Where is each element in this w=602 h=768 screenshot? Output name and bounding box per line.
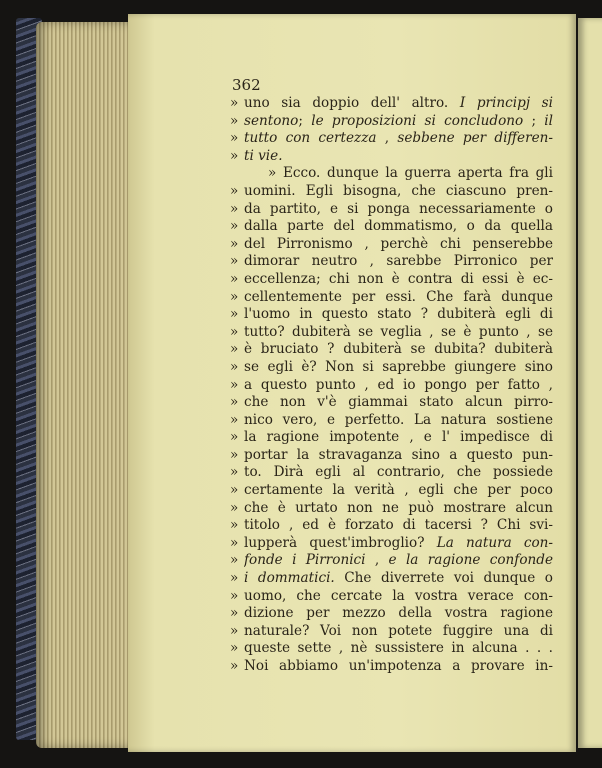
line-text <box>244 412 553 430</box>
italic-text: e la ragione confonde <box>388 552 553 569</box>
text-segment: lupperà quest'imbroglio? <box>244 534 437 551</box>
text-line <box>230 447 553 465</box>
quote-mark: » <box>230 200 239 217</box>
line-text <box>244 500 553 518</box>
line-text <box>244 640 553 658</box>
quote-mark: » <box>230 482 239 499</box>
line-text <box>244 517 553 535</box>
text-line <box>230 464 553 482</box>
line-text <box>244 482 553 500</box>
quote-mark: » <box>230 95 239 111</box>
text-segment: portar la stravaganza sino a questo pun- <box>244 446 553 463</box>
quote-mark: » <box>230 534 239 551</box>
quote-mark: » <box>230 640 239 657</box>
text-line <box>230 183 553 201</box>
text-line <box>230 148 553 166</box>
line-text <box>244 165 553 183</box>
italic-text: sebbene per differen- <box>397 130 553 147</box>
line-text <box>244 95 553 113</box>
text-line <box>230 95 553 113</box>
text-segment: uomini. Egli bisogna, che ciascuno pren- <box>244 182 553 199</box>
quote-mark <box>230 165 244 183</box>
text-segment: è bruciato ? dubiterà se dubita? dubiterà <box>244 341 553 358</box>
line-text <box>244 588 553 606</box>
line-text <box>244 605 553 623</box>
text-line <box>230 253 553 271</box>
italic-text: sentono <box>244 112 299 129</box>
text-segment: cellentemente per essi. Che farà dunque <box>244 288 553 305</box>
quote-mark: » <box>230 464 239 481</box>
text-line <box>230 517 553 535</box>
quote-mark: » <box>230 235 239 252</box>
quote-mark: » <box>230 323 239 340</box>
quote-mark: » <box>230 218 239 235</box>
text-segment: titolo , ed è forzato di tacersi ? Chi svi- <box>244 517 553 534</box>
quote-mark: » <box>230 587 239 604</box>
text-segment: l'uomo in questo stato ? dubiterà egli di <box>244 306 553 323</box>
line-text <box>244 377 553 395</box>
text-line <box>230 482 553 500</box>
text-line <box>230 570 553 588</box>
text-segment: nico vero, e perfetto. La natura sostiene <box>244 411 553 428</box>
text-line <box>230 289 553 307</box>
line-text <box>244 113 553 131</box>
text-line <box>230 658 553 676</box>
text-line <box>230 605 553 623</box>
line-text <box>244 535 553 553</box>
text-line <box>230 412 553 430</box>
text-segment: del Pirronismo , perchè chi penserebbe <box>244 235 553 252</box>
quote-mark: » <box>230 147 239 164</box>
text-line <box>230 552 553 570</box>
page-number: 362 <box>232 76 261 94</box>
line-text <box>244 148 553 166</box>
line-text <box>244 464 553 482</box>
text-segment: ; <box>298 112 312 129</box>
text-line <box>230 165 553 183</box>
line-text <box>244 306 553 324</box>
line-text <box>244 324 553 342</box>
text-segment: a questo punto , ed io pongo per fatto , <box>244 376 553 393</box>
text-line <box>230 377 553 395</box>
facing-page <box>578 18 602 748</box>
line-text <box>244 130 553 148</box>
line-text <box>244 201 553 219</box>
quote-mark: » <box>230 499 239 516</box>
text-line <box>230 271 553 289</box>
line-text <box>244 359 553 377</box>
text-line <box>230 130 553 148</box>
quote-mark: » <box>230 394 239 411</box>
line-text <box>244 447 553 465</box>
line-text <box>244 218 553 236</box>
text-segment: uomo, che cercate la vostra verace con- <box>244 587 553 604</box>
text-segment: che è urtato non ne può mostrare alcun <box>244 499 553 516</box>
text-line <box>230 236 553 254</box>
text-segment: uno sia doppio dell' altro. <box>244 95 460 111</box>
text-line <box>230 623 553 641</box>
text-line <box>230 324 553 342</box>
text-segment: certamente la verità , egli che per poco <box>244 482 553 499</box>
body-text <box>230 95 553 676</box>
quote-mark: » <box>230 552 239 569</box>
italic-text: tutto con certezza <box>244 130 377 147</box>
italic-text: le proposizioni si concludono <box>311 112 524 129</box>
text-segment: dimorar neutro , sarebbe Pirronico per <box>244 253 553 270</box>
quote-mark: » <box>230 517 239 534</box>
line-text <box>244 289 553 307</box>
text-line <box>230 588 553 606</box>
text-line <box>230 201 553 219</box>
text-segment: queste sette , nè sussistere in alcuna . . . <box>244 640 553 657</box>
line-text <box>244 658 553 676</box>
line-text <box>244 253 553 271</box>
text-segment: ; <box>523 112 545 129</box>
quote-mark: » <box>230 358 239 375</box>
text-line <box>230 306 553 324</box>
quote-mark: » <box>230 253 239 270</box>
quote-mark: » <box>230 182 239 199</box>
text-line <box>230 429 553 447</box>
text-segment: eccellenza; chi non è contra di essi è ec- <box>244 270 553 287</box>
page-fore-edge <box>36 22 130 748</box>
text-segment: Noi abbiamo un'impotenza a provare in- <box>244 658 553 674</box>
italic-text: il <box>544 112 553 129</box>
quote-mark: » <box>230 446 239 463</box>
text-segment: da partito, e si ponga necessariamente o <box>244 200 553 217</box>
quote-mark: » <box>230 605 239 622</box>
line-text <box>244 271 553 289</box>
italic-text: I principj si <box>459 95 553 111</box>
line-text <box>244 623 553 641</box>
text-line <box>230 394 553 412</box>
quote-mark: » <box>230 112 239 129</box>
italic-text: ti vie. <box>244 147 283 164</box>
line-text <box>244 236 553 254</box>
quote-mark: » <box>230 341 239 358</box>
text-segment: la ragione impotente , e l' impedisce di <box>244 429 553 446</box>
line-text <box>244 183 553 201</box>
quote-mark: » <box>230 306 239 323</box>
text-line <box>230 359 553 377</box>
italic-text: fonde i Pirronici <box>244 552 366 569</box>
text-line <box>230 218 553 236</box>
line-text <box>244 341 553 359</box>
text-segment: se egli è? Non si saprebbe giungere sino <box>244 358 553 375</box>
text-segment: naturale? Voi non potete fuggire una di <box>244 622 553 639</box>
quote-mark: » <box>230 658 239 674</box>
italic-text: La natura con- <box>436 534 553 551</box>
line-text <box>244 394 553 412</box>
quote-mark: » <box>230 411 239 428</box>
quote-mark: » <box>230 130 239 147</box>
line-text <box>244 429 553 447</box>
line-text <box>244 552 553 570</box>
text-segment: dalla parte del dommatismo, o da quella <box>244 218 553 235</box>
quote-mark: » <box>230 270 239 287</box>
text-line <box>230 535 553 553</box>
line-text <box>244 570 553 588</box>
quote-mark: » <box>230 288 239 305</box>
text-line <box>230 113 553 131</box>
text-segment: , <box>365 552 389 569</box>
text-segment: to. Dirà egli al contrario, che possiede <box>244 464 553 481</box>
text-segment: tutto? dubiterà se veglia , se è punto , se <box>244 323 553 340</box>
text-segment: , <box>376 130 398 147</box>
text-segment: Che diverrete voi dunque o <box>334 570 553 587</box>
quote-mark: » <box>230 376 239 393</box>
quote-mark: » <box>230 622 239 639</box>
text-segment: dizione per mezzo della vostra ragione <box>244 605 553 622</box>
text-line <box>230 640 553 658</box>
quote-mark: » <box>230 570 239 587</box>
text-segment: » Ecco. dunque la guerra aperta fra gli <box>268 165 553 182</box>
italic-text: i dommatici. <box>244 570 335 587</box>
text-line <box>230 341 553 359</box>
quote-mark: » <box>230 429 239 446</box>
text-segment: che non v'è giammai stato alcun pirro- <box>244 394 553 411</box>
text-line <box>230 500 553 518</box>
